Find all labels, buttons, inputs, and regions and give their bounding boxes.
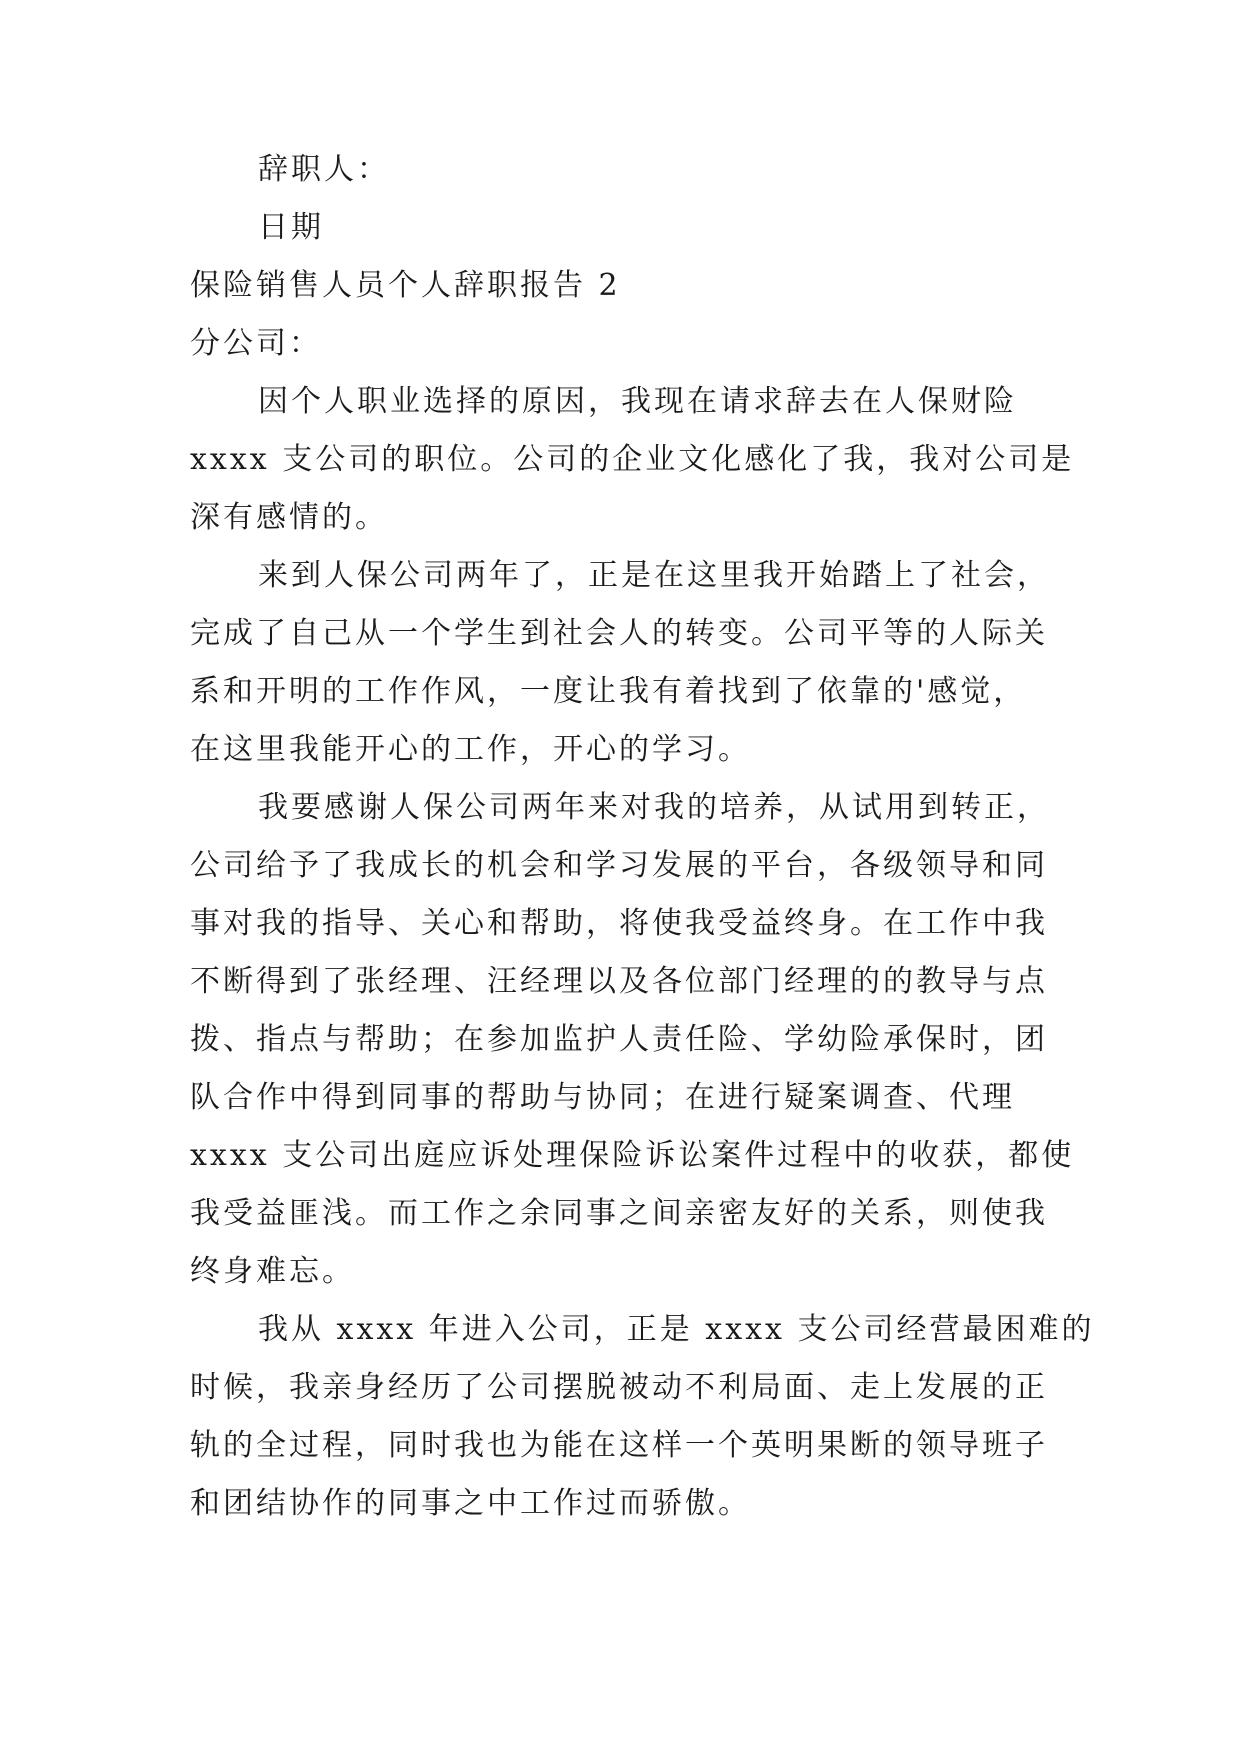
salutation: 分公司： <box>190 326 322 361</box>
paragraph-1-line-2: xxxx 支公司的职位。公司的企业文化感化了我，我对公司是 <box>190 442 1075 477</box>
paragraph-2-line-3: 系和开明的工作作风，一度让我有着找到了依靠的'感觉， <box>190 674 1027 709</box>
paragraph-3-line-2: 公司给予了我成长的机会和学习发展的平台，各级领导和同 <box>190 848 1048 883</box>
paragraph-1-line-1: 因个人职业选择的原因，我现在请求辞去在人保财险 <box>258 384 1017 419</box>
paragraph-1-line-3: 深有感情的。 <box>190 500 388 535</box>
document-title: 保险销售人员个人辞职报告 2 <box>190 268 621 303</box>
resigner-label: 辞职人： <box>258 152 390 187</box>
paragraph-3-line-1: 我要感谢人保公司两年来对我的培养，从试用到转正， <box>258 790 1050 825</box>
date-label: 日期 <box>258 210 324 245</box>
paragraph-4-line-3: 轨的全过程，同时我也为能在这样一个英明果断的领导班子 <box>190 1428 1048 1463</box>
paragraph-2-line-1: 来到人保公司两年了，正是在这里我开始踏上了社会， <box>258 558 1050 593</box>
paragraph-3-line-5: 拨、指点与帮助；在参加监护人责任险、学幼险承保时，团 <box>190 1022 1048 1057</box>
paragraph-3-line-8: 我受益匪浅。而工作之余同事之间亲密友好的关系，则使我 <box>190 1196 1048 1231</box>
paragraph-4-line-2: 时候，我亲身经历了公司摆脱被动不利局面、走上发展的正 <box>190 1370 1048 1405</box>
paragraph-4-line-1: 我从 xxxx 年进入公司，正是 xxxx 支公司经营最困难的 <box>258 1312 1095 1347</box>
paragraph-3-line-7: xxxx 支公司出庭应诉处理保险诉讼案件过程中的收获，都使 <box>190 1138 1075 1173</box>
paragraph-3-line-6: 队合作中得到同事的帮助与协同；在进行疑案调查、代理 <box>190 1080 1015 1115</box>
paragraph-3-line-3: 事对我的指导、关心和帮助，将使我受益终身。在工作中我 <box>190 906 1048 941</box>
paragraph-2-line-4: 在这里我能开心的工作，开心的学习。 <box>190 732 751 767</box>
paragraph-4-line-4: 和团结协作的同事之中工作过而骄傲。 <box>190 1486 751 1521</box>
paragraph-2-line-2: 完成了自己从一个学生到社会人的转变。公司平等的人际关 <box>190 616 1048 651</box>
paragraph-3-line-9: 终身难忘。 <box>190 1254 355 1289</box>
paragraph-3-line-4: 不断得到了张经理、汪经理以及各位部门经理的的教导与点 <box>190 964 1048 999</box>
